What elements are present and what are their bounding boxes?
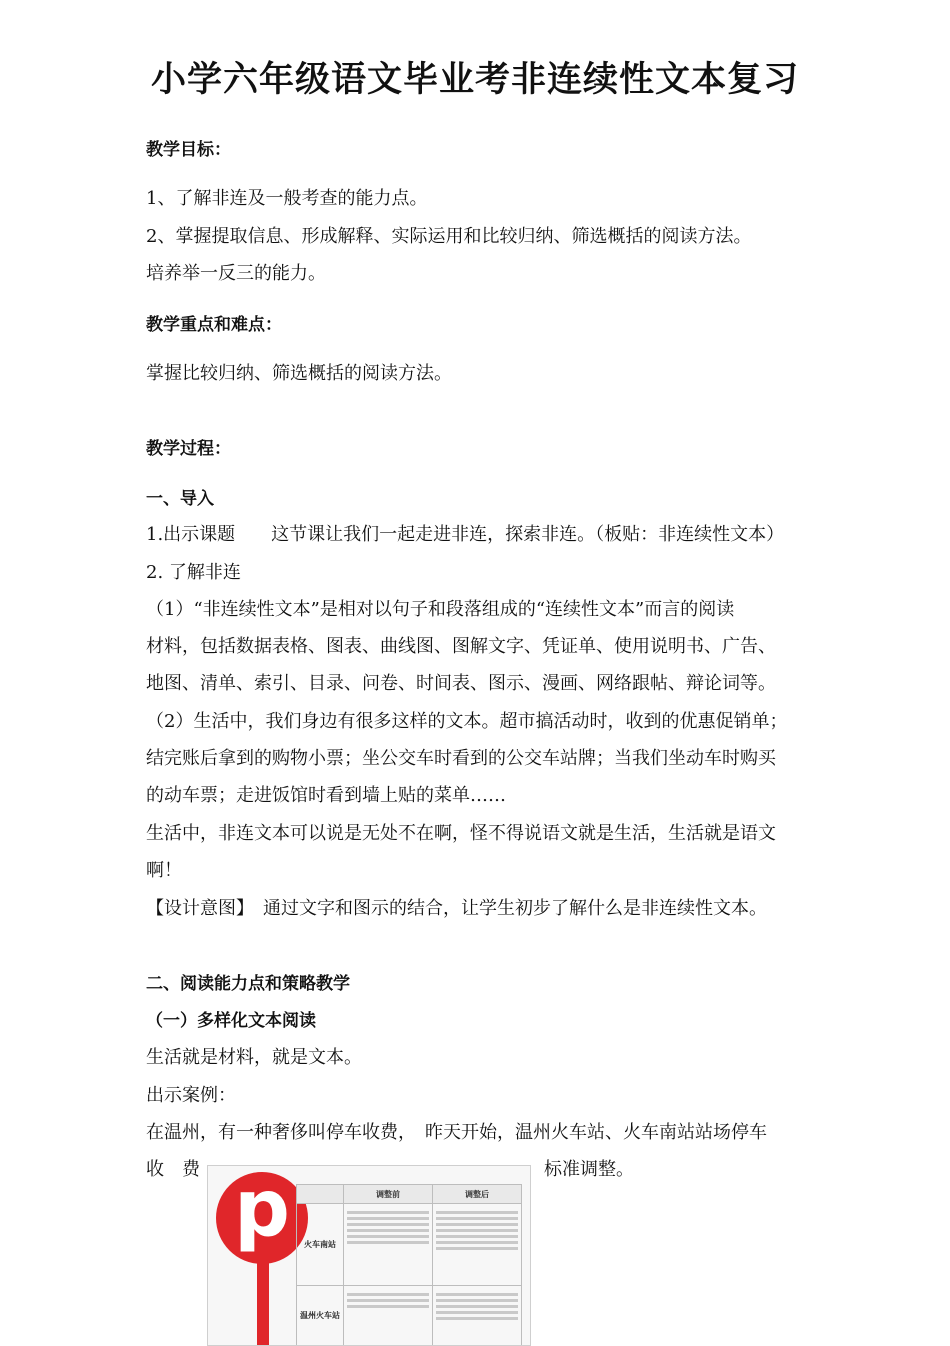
part-two-subheading: （一）多样化文本阅读 — [146, 1011, 316, 1031]
goal-item-2: 2、掌握提取信息、形成解释、实际运用和比较归纳、筛选概括的阅读方法。 — [146, 226, 752, 247]
key-points-heading: 教学重点和难点： — [146, 315, 282, 335]
parking-fee-figure — [207, 1165, 531, 1346]
intro-paragraph-2-line-3: 的动车票；走进饭馆时看到墙上贴的菜单…… — [146, 785, 506, 806]
key-points-text: 掌握比较归纳、筛选概括的阅读方法。 — [146, 363, 452, 384]
part-two-line-4-start: 收 费 — [146, 1159, 200, 1180]
fee-cell-before-1 — [344, 1204, 433, 1286]
parking-sign-pole — [257, 1262, 269, 1346]
table-corner — [297, 1185, 344, 1204]
row-label-south-station: 火车南站 — [297, 1204, 344, 1286]
part-two-line-1: 生活就是材料，就是文本。 — [146, 1047, 362, 1068]
column-header-before: 调整前 — [344, 1185, 433, 1204]
intro-paragraph-2-line-1: （2）生活中，我们身边有很多这样的文本。超市搞活动时，收到的优惠促销单； — [146, 711, 788, 732]
intro-paragraph-1-line-1: （1）“非连续性文本”是相对以句子和段落组成的“连续性文本”而言的阅读 — [146, 599, 735, 620]
design-intent: 【设计意图】 通过文字和图示的结合，让学生初步了解什么是非连续性文本。 — [146, 898, 767, 919]
part-two-line-2: 出示案例： — [146, 1085, 236, 1106]
intro-step-1: 1.出示课题 这节课让我们一起走进非连，探索非连。（板贴：非连续性文本） — [146, 524, 785, 545]
intro-paragraph-1-line-3: 地图、清单、索引、目录、问卷、时间表、图示、漫画、网络跟帖、辩论词等。 — [146, 673, 776, 694]
intro-step-2: 2. 了解非连 — [146, 562, 241, 583]
part-two-line-3: 在温州，有一种奢侈叫停车收费， 昨天开始，温州火车站、火车南站站场停车 — [146, 1122, 767, 1143]
intro-heading: 一、导入 — [146, 489, 214, 509]
fee-cell-after-2 — [433, 1286, 522, 1346]
goal-item-1: 1、了解非连及一般考查的能力点。 — [146, 188, 428, 209]
column-header-after: 调整后 — [433, 1185, 522, 1204]
fee-cell-after-1 — [433, 1204, 522, 1286]
document-title: 小学六年级语文毕业考非连续性文本复习 — [150, 59, 799, 100]
intro-paragraph-1-line-2: 材料，包括数据表格、图表、曲线图、图解文字、凭证单、使用说明书、广告、 — [146, 636, 776, 657]
parking-sign-letter: p — [234, 1165, 290, 1254]
intro-paragraph-2-line-2: 结完账后拿到的购物小票；坐公交车时看到的公交车站牌；当我们坐动车时购买 — [146, 748, 776, 769]
process-heading: 教学过程： — [146, 439, 231, 459]
fee-cell-before-2 — [344, 1286, 433, 1346]
row-label-wenzhou-station: 温州火车站 — [297, 1286, 344, 1346]
intro-paragraph-3-line-2: 啊！ — [146, 860, 182, 881]
goal-item-3: 培养举一反三的能力。 — [146, 263, 326, 284]
parking-fee-table — [296, 1184, 522, 1346]
part-two-heading: 二、阅读能力点和策略教学 — [146, 974, 350, 994]
part-two-line-4-end: 标准调整。 — [544, 1159, 634, 1180]
intro-paragraph-3-line-1: 生活中，非连文本可以说是无处不在啊，怪不得说语文就是生活，生活就是语文 — [146, 823, 776, 844]
goals-heading: 教学目标： — [146, 140, 231, 160]
